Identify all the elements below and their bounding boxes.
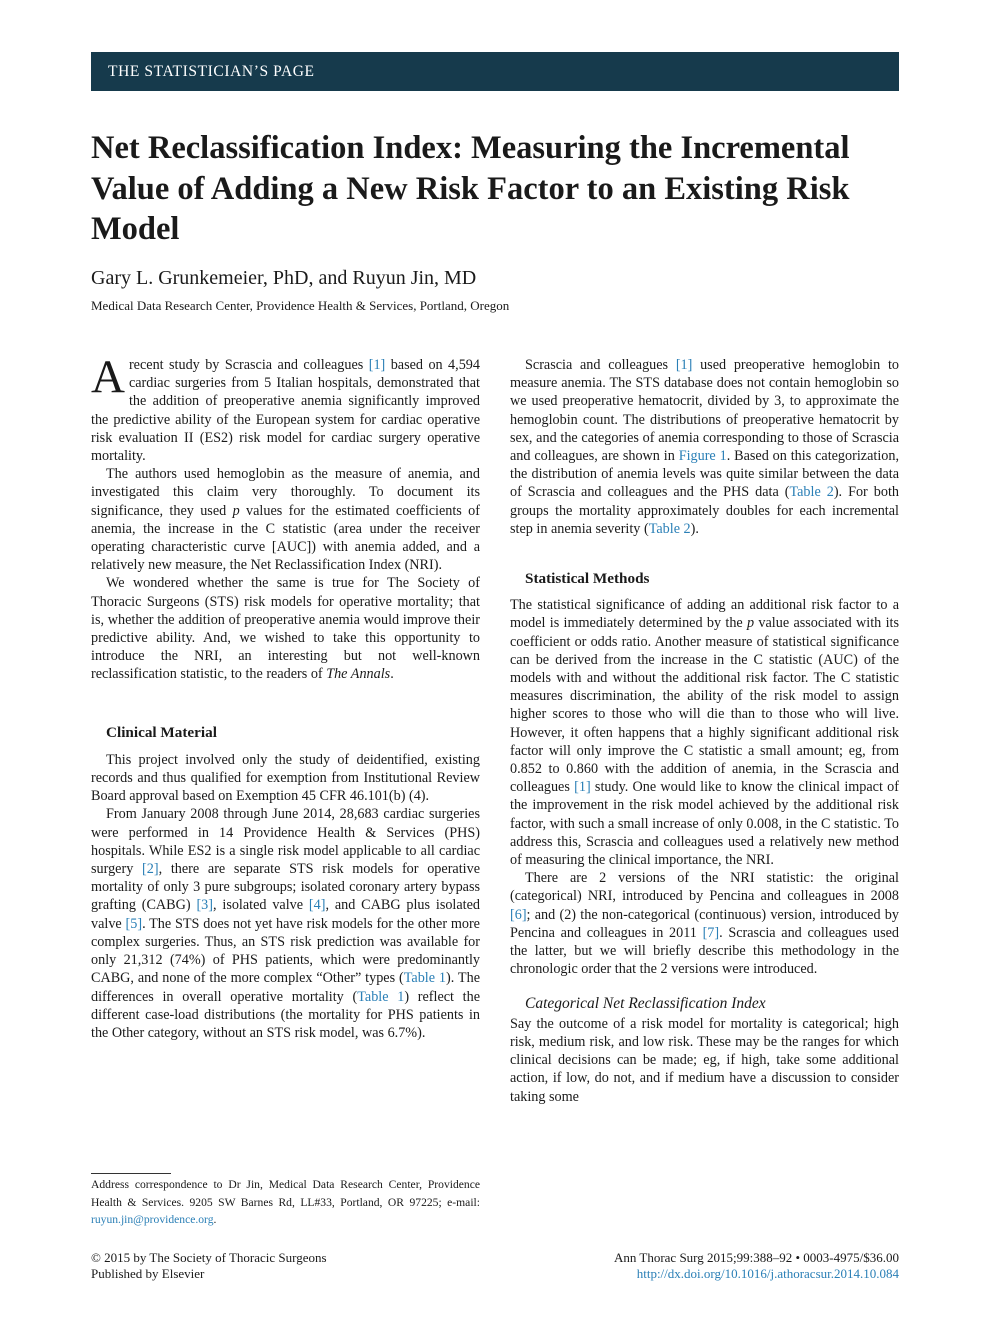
author-affiliation: Medical Data Research Center, Providence Health & Services, Portland, Oregon [91, 298, 510, 313]
reference-link-5[interactable]: [5] [125, 915, 143, 932]
subsection-heading-categorical-nri: Categorical Net Reclassification Index [525, 994, 766, 1012]
email-link[interactable]: ruyun.jin@providence.org [91, 1213, 214, 1227]
correspondence-note: Address correspondence to Dr Jin, Medical Data Research Center, Providence Health & Services. 9205 SW Barnes Rd, LL#33, Portland, OR 97225; e-mail: ruyun.jin@providence.org. [91, 1178, 480, 1227]
reference-link-6[interactable]: [6] [510, 906, 527, 923]
footnote-rule [91, 1173, 171, 1174]
paragraph: We wondered whether the same is true for The Society of Thoracic Surgeons (STS) risk models for operative mortality; that is, whether the addition of preoperative anemia would improve their predictive ability. And, we wished to take this opportunity to introduce the NRI, an interesting but not well-known reclassification statistic, to the readers of The Annals. [91, 575, 480, 683]
footer-right [614, 1250, 899, 1282]
paragraph: The statistical significance of adding an additional risk factor to a model is immediately determined by the p value associated with its coefficient or odds ratio. Another measure of statistical significance can be derived from the increase in the C statistic (AUC) of the models with and without the additional risk factor. The C statistic measures discrimination, the ability of the risk model to assign higher scores to those who will die than to those who will live. However, it often happens that a highly significant additional risk factor will only improve the C statistic a small amount; eg, from 0.852 to 0.860 with the addition of anemia, in the Scrascia and colleagues [1] study. One would like to know the clinical impact of the improvement in the risk model achieved by the additional risk factor, with such a small increase of only 0.008, in the C statistic. To address this, Scrascia and colleagues used a relatively new method of measuring the clinical importance, the NRI. [510, 597, 899, 869]
reference-link-3[interactable]: [3] [196, 897, 213, 914]
reference-link-1[interactable]: [1] [574, 779, 591, 796]
paragraph: There are 2 versions of the NRI statistic: the original (categorical) NRI, introduced by Pencina and colleagues in 2008 [6]; and (2) the non-categorical (continuous) version, introduced by Pencina and colleagues in 2011 [7]. Scrascia and colleagues used the latter, but we will briefly describe this methodology in the chronologic order that the 2 versions were introduced. [510, 870, 900, 978]
citation: Ann Thorac Surg 2015;99:388–92 • 0003-4975/$36.00 [613, 1250, 899, 1265]
footer-left [91, 1250, 327, 1282]
reference-link-1[interactable]: [1] [368, 357, 386, 373]
table-2-link[interactable]: Table 2 [648, 520, 691, 537]
table-1-link[interactable]: Table 1 [357, 988, 405, 1005]
reference-link-2[interactable]: [2] [142, 861, 159, 878]
section-heading-clinical-material: Clinical Material [106, 723, 217, 741]
section-heading-statistical-methods: Statistical Methods [525, 570, 650, 588]
left-column [91, 351, 481, 1042]
doi-link[interactable]: http://dx.doi.org/10.1016/j.athoracsur.2014.10.084 [636, 1266, 899, 1281]
copyright: © 2015 by The Society of Thoracic Surgeons [91, 1250, 327, 1265]
paragraph: The authors used hemoglobin as the measure of anemia, and investigated this claim very thoroughly. To document its significance, they used p values for the estimated coefficients of anemia, the increase in the C statistic (area under the receiver operating characteristic curve [AUC]) with anemia added, and a relatively new measure, the Net Reclassification Index (NRI). [91, 466, 480, 574]
table-1-link[interactable]: Table 1 [403, 970, 447, 987]
article-title: Net Reclassification Index: Measuring the Incremental Value of Adding a New Risk Factor to an Existing Risk Model [91, 130, 850, 247]
table-2-link[interactable]: Table 2 [789, 484, 834, 501]
drop-cap: A [91, 351, 125, 403]
figure-1-link[interactable]: Figure 1 [678, 448, 727, 465]
paragraph: Say the outcome of a risk model for mortality is categorical; high risk, medium risk, and low risk. These may be the ranges for which clinical decisions can be made; eg, if high, take some additional action, if low, do not, and if medium have a discussion to consider taking some [510, 1015, 899, 1105]
right-column [510, 356, 899, 1106]
paragraph: From January 2008 through June 2014, 28,683 cardiac surgeries were performed in 14 Providence Health & Services (PHS) hospitals. While ES2 is a single risk model applicable to all cardiac surgery [2], there are separate STS risk models for operative mortality of only 3 pure subgroups; isolated coronary artery bypass grafting (CABG) [3], isolated valve [4], and CABG plus isolated valve [5]. The STS does not yet have risk models for the other more complex surgeries. Thus, an STS risk prediction was available for only 21,312 (74%) of PHS patients, which were predominantly CABG, and none of the more complex “Other” types (Table 1). The differences in overall operative mortality (Table 1) reflect the different case-load distributions (the mortality for PHS patients in the Other category, without an STS risk model, was 6.7%). [91, 806, 481, 1041]
reference-link-1[interactable]: [1] [675, 357, 693, 373]
reference-link-7[interactable]: [7] [702, 924, 720, 941]
paragraph: Scrascia and colleagues [1] used preoperative hemoglobin to measure anemia. The STS database does not contain hemoglobin so we used preoperative hematocrit, divided by 3, to approximate the hemoglobin count. The distributions of preoperative hematocrit by sex, and the categories of anemia corresponding to those of Scrascia and colleagues, are shown in Figure 1. Based on this categorization, the distribution of anemia levels was quite similar between the data of Scrascia and colleagues and the PHS data (Table 2). For both groups the mortality approximately doubles for each incremental step in anemia severity (Table 2). [510, 357, 900, 537]
section-banner: THE STATISTICIAN’S PAGE [91, 52, 899, 91]
article-authors: Gary L. Grunkemeier, PhD, and Ruyun Jin, MD [91, 267, 477, 289]
reference-link-4[interactable]: [4] [308, 897, 326, 914]
paragraph: This project involved only the study of deidentified, existing records and thus qualified for exemption from Institutional Review Board approval based on Exemption 45 CFR 46.101(b) (4). [91, 751, 480, 805]
intro-paragraph: A recent study by Scrascia and colleagues [1] based on 4,594 cardiac surgeries from 5 Italian hospitals, demonstrated that the addition of preoperative anemia significantly improved the predictive ability of the European system for cardiac operative risk evaluation II (ES2) risk model for cardiac surgery operative mortality. [91, 351, 480, 465]
publisher: Published by Elsevier [91, 1266, 205, 1281]
